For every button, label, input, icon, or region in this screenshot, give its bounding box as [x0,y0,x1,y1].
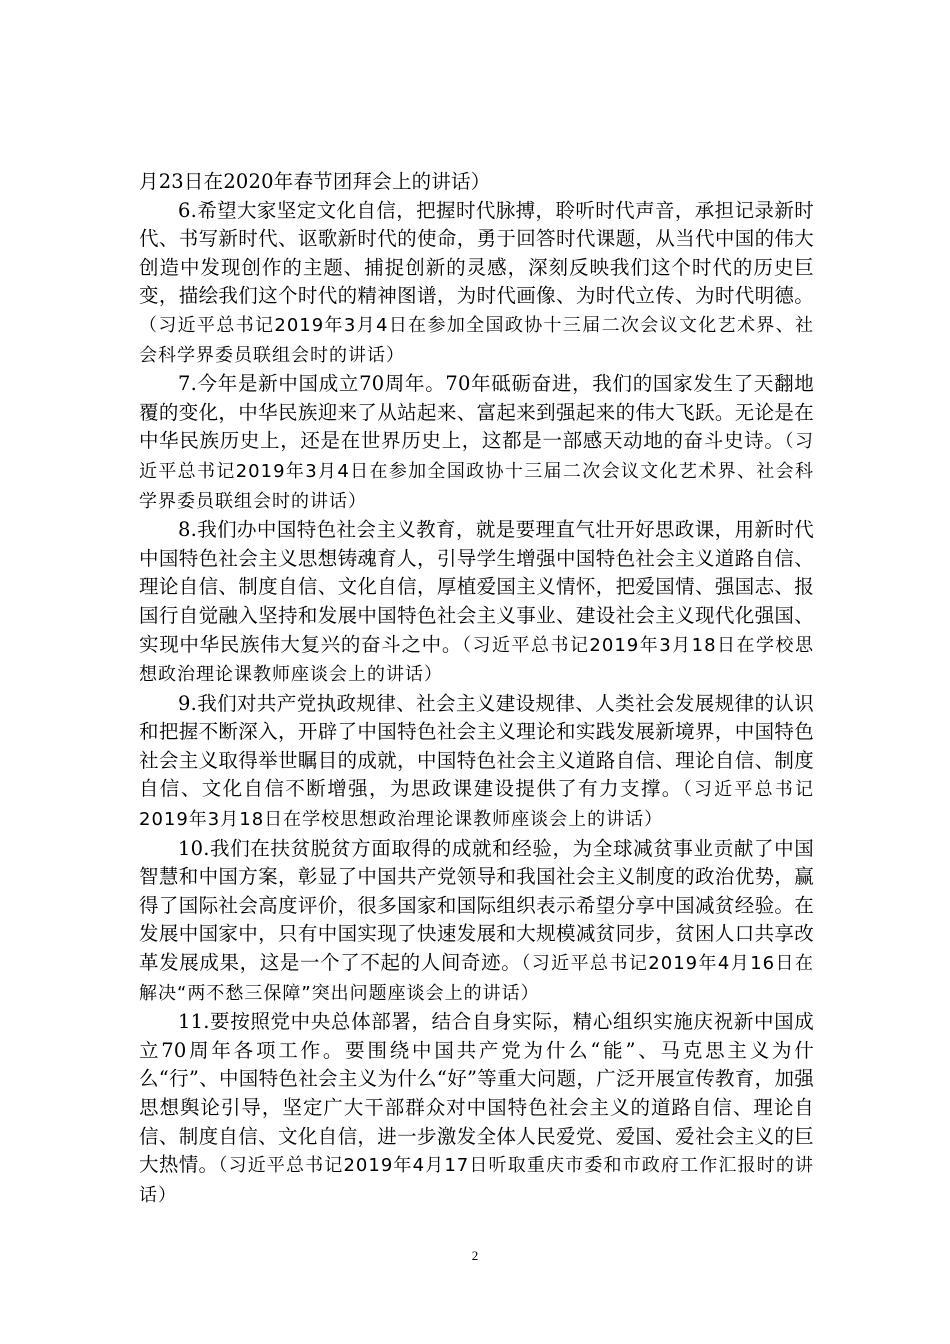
paragraph-8 [139,516,814,690]
paragraph-source: （习近平总书记2019年4月16日在解决“两不愁三保障”突出问题座谈会上的讲话） [139,953,814,1004]
paragraph-text: 10.我们在扶贫脱贫方面取得的成就和经验，为全球减贫事业贡献了中国智慧和中国方案，彰显了中国共产党领导和我国社会主义制度的政治优势，赢得了国际社会高度评价，很多国家和国际组织表示希望分享中国减贫经验。在发展中国家中，只有中国实现了快速发展和大规模减贫同步，贫困人口共享改革发展成果，这是一个了不起的人间奇迹。 [139,836,814,975]
paragraph-text: 11.要按照党中央总体部署，结合自身实际，精心组织实施庆祝新中国成立70周年各项工作。要围绕中国共产党为什么“能”、马克思主义为什么“行”、中国特色社会主义为什么“好”等重大问题，广泛开展宣传教育，加强思想舆论引导，坚定广大干部群众对中国特色社会主义的道路自信、理论自信、制度自信、文化自信，进一步激发全体人民爱党、爱国、爱社会主义的巨大热情。 [139,1010,814,1177]
paragraph-9 [139,690,814,835]
paragraph-11 [139,1008,814,1210]
paragraph-10 [139,835,814,1009]
paragraph-continuation [139,168,814,197]
paragraph-source: （习近平总书记2019年4月17日听取重庆市委和市政府工作汇报时的讲话） [139,1155,814,1206]
paragraph-text: 月23日在2020年春节团拜会上的讲话） [139,170,491,193]
paragraph-text: 9.我们对共产党执政规律、社会主义建设规律、人类社会发展规律的认识和把握不断深入，开辟了中国特色社会主义理论和实践发展新境界，中国特色社会主义取得举世瞩目的成就，中国特色社会主义道路自信、理论自信、制度自信、文化自信不断增强，为思政课建设提供了有力支撑。 [139,691,814,801]
document-body [139,168,814,1210]
paragraph-source: （习近平总书记2019年3月4日在参加全国政协十三届二次会议文化艺术界、社会科学界委员联组会时的讲话） [139,431,815,512]
paragraph-source: （习近平总书记2019年3月18日在学校思想政治理论课教师座谈会上的讲话） [139,779,815,831]
paragraph-source: （习近平总书记2019年3月18日在学校思想政治理论课教师座谈会上的讲话） [139,634,814,686]
paragraph-text: 6.希望大家坚定文化自信，把握时代脉搏，聆听时代声音，承担记录新时代、书写新时代、讴歌新时代的使命，勇于回答时代课题，从当代中国的伟大创造中发现创作的主题、捕捉创新的灵感，深刻反映我们这个时代的历史巨变，描绘我们这个时代的精神图谱，为时代画像、为时代立传、为时代明德。 [139,198,814,308]
paragraph-source: （习近平总书记2019年3月4日在参加全国政协十三届二次会议文化艺术界、社会科学界委员联组会时的讲话） [139,314,814,366]
page-number: 2 [471,1248,479,1263]
paragraph-7 [139,370,814,516]
paragraph-6 [139,197,814,371]
paragraph-text: 7.今年是新中国成立70周年。70年砥砺奋进，我们的国家发生了天翻地覆的变化，中华民族迎来了从站起来、富起来到强起来的伟大飞跃。无论是在中华民族历史上，还是在世界历史上，这都是一部感天动地的奋斗史诗。 [139,372,814,453]
paragraph-text: 8.我们办中国特色社会主义教育，就是要理直气壮开好思政课，用新时代中国特色社会主义思想铸魂育人，引导学生增强中国特色社会主义道路自信、理论自信、制度自信、文化自信，厚植爱国主义情怀，把爱国情、强国志、报国行自觉融入坚持和发展中国特色社会主义事业、建设社会主义现代化强国、实现中华民族伟大复兴的奋斗之中。 [139,518,814,656]
